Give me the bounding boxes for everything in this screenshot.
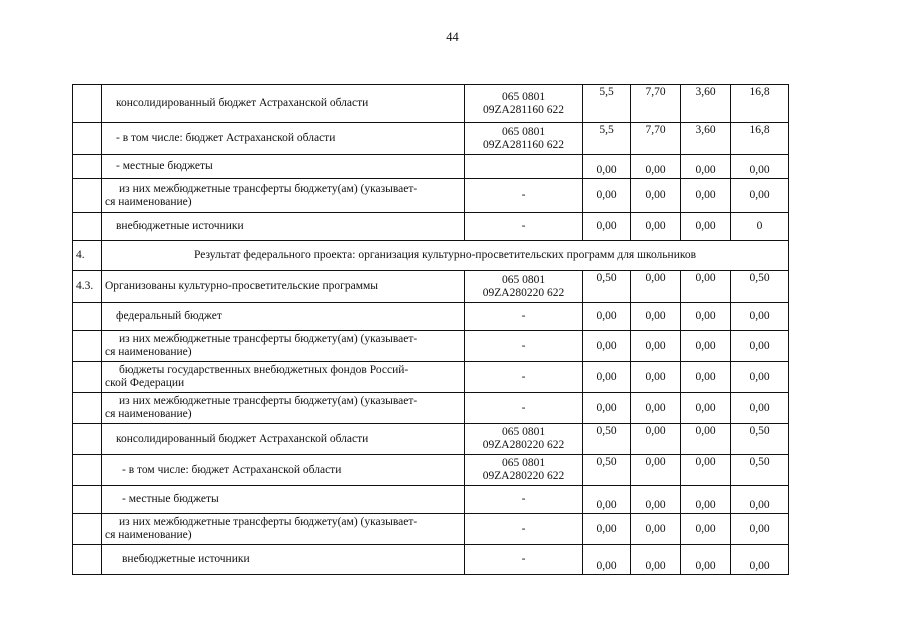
value-cell: 0,00 <box>681 179 731 213</box>
row-number <box>73 486 102 514</box>
budget-code <box>465 155 583 179</box>
item-name-line: из них межбюджетные трансферты бюджету(ам) (указывает- <box>119 516 418 528</box>
value-cell: 0,00 <box>631 486 681 514</box>
value-cell: 0,00 <box>731 545 789 575</box>
budget-code <box>465 123 583 155</box>
value-cell: 0,00 <box>631 179 681 213</box>
row-number: 4.3. <box>73 271 102 303</box>
item-name <box>102 393 465 424</box>
item-name-line: - местные бюджеты <box>116 160 213 172</box>
budget-code <box>465 179 583 213</box>
item-name-line: Организованы культурно-просветительские программы <box>105 280 379 292</box>
table-row <box>73 123 789 155</box>
row-number <box>73 514 102 545</box>
value-cell: 0,00 <box>631 271 681 303</box>
value-cell: 0,00 <box>681 213 731 241</box>
table-row <box>73 455 789 486</box>
budget-code <box>465 545 583 575</box>
budget-code-line: 065 0801 <box>501 457 546 469</box>
budget-code-line: 09ZA281160 622 <box>482 103 565 116</box>
table-row <box>73 331 789 362</box>
value-cell: 0,00 <box>731 514 789 545</box>
value-cell: 0,50 <box>583 271 631 303</box>
table-row <box>73 179 789 213</box>
row-number <box>73 123 102 155</box>
budget-code-line: 09ZA281160 622 <box>482 138 565 151</box>
value-cell: 16,8 <box>731 85 789 123</box>
value-cell: 0,00 <box>731 486 789 514</box>
item-name <box>102 271 465 303</box>
budget-code <box>465 331 583 362</box>
value-cell: 0,00 <box>731 179 789 213</box>
value-cell: 0,00 <box>583 362 631 393</box>
budget-code <box>465 455 583 486</box>
budget-code-line: 09ZA280220 622 <box>482 439 565 451</box>
item-name <box>102 514 465 545</box>
value-cell: 3,60 <box>681 123 731 155</box>
budget-code <box>465 424 583 455</box>
item-name <box>102 424 465 455</box>
value-cell: 0,00 <box>583 393 631 424</box>
value-cell: 0,00 <box>631 393 681 424</box>
row-number <box>73 85 102 123</box>
table-row <box>73 486 789 514</box>
value-cell: 0,50 <box>583 424 631 455</box>
item-name-line: из них межбюджетные трансферты бюджету(ам) (указывает- <box>119 182 418 195</box>
budget-code <box>465 393 583 424</box>
item-name <box>102 85 465 123</box>
item-name-line: ся наименование) <box>105 529 192 541</box>
value-cell: 0,00 <box>731 362 789 393</box>
value-cell: 5,5 <box>583 123 631 155</box>
item-name-line: ся наименование) <box>105 408 192 420</box>
value-cell: 0,00 <box>731 155 789 179</box>
row-number <box>73 393 102 424</box>
table-row <box>73 424 789 455</box>
budget-code <box>465 486 583 514</box>
value-cell: 0,00 <box>731 331 789 362</box>
budget-code-line: 065 0801 <box>501 90 546 103</box>
value-cell: 7,70 <box>631 85 681 123</box>
budget-code <box>465 362 583 393</box>
value-cell: 0,00 <box>681 486 731 514</box>
item-name <box>102 155 465 179</box>
value-cell: 0,00 <box>731 393 789 424</box>
value-cell: 0,00 <box>631 213 681 241</box>
value-cell: 0,00 <box>583 179 631 213</box>
value-cell: 0,50 <box>731 424 789 455</box>
budget-code-line: - <box>521 401 526 414</box>
budget-code <box>465 85 583 123</box>
item-name-line: внебюджетные источники <box>122 553 250 565</box>
value-cell: 0,00 <box>681 393 731 424</box>
budget-code-line: - <box>521 370 526 383</box>
value-cell: 0,00 <box>583 545 631 575</box>
item-name-line: федеральный бюджет <box>116 310 222 322</box>
section-title: Результат федерального проекта: организация культурно-просветительских программ для школьников <box>102 241 789 271</box>
row-number <box>73 362 102 393</box>
value-cell: 0,50 <box>731 455 789 486</box>
value-cell: 0,00 <box>681 514 731 545</box>
value-cell: 0,00 <box>681 545 731 575</box>
value-cell: 0,00 <box>631 514 681 545</box>
budget-code-line: - <box>521 339 526 352</box>
row-number <box>73 331 102 362</box>
value-cell: 7,70 <box>631 123 681 155</box>
item-name <box>102 362 465 393</box>
item-name <box>102 179 465 213</box>
value-cell: 0,00 <box>631 455 681 486</box>
value-cell: 0,00 <box>681 455 731 486</box>
row-number <box>73 455 102 486</box>
value-cell: 0,00 <box>681 303 731 331</box>
value-cell: 0,00 <box>583 213 631 241</box>
value-cell: 0,00 <box>631 303 681 331</box>
budget-code-line: 09ZA280220 622 <box>482 286 565 299</box>
value-cell: 0,00 <box>631 155 681 179</box>
value-cell: 5,5 <box>583 85 631 123</box>
table-row <box>73 85 789 123</box>
item-name-line: из них межбюджетные трансферты бюджету(ам) (указывает- <box>119 333 418 345</box>
value-cell: 0,00 <box>583 155 631 179</box>
budget-code <box>465 514 583 545</box>
value-cell: 16,8 <box>731 123 789 155</box>
item-name-line: консолидированный бюджет Астраханской области <box>116 97 369 109</box>
table-row <box>73 213 789 241</box>
item-name-line: - местные бюджеты <box>122 493 219 505</box>
value-cell: 0,00 <box>681 155 731 179</box>
item-name-line: - в том числе: бюджет Астраханской области <box>122 463 342 476</box>
table-row <box>73 393 789 424</box>
budget-code-line: 065 0801 <box>501 125 546 138</box>
value-cell: 0 <box>731 213 789 241</box>
item-name <box>102 303 465 331</box>
budget-code-line: 065 0801 <box>501 273 546 286</box>
value-cell: 0,00 <box>583 303 631 331</box>
item-name-line: ся наименование) <box>105 346 192 358</box>
budget-code-line: 09ZA280220 622 <box>482 470 565 482</box>
table-row <box>73 155 789 179</box>
item-name-line: ской Федерации <box>105 377 185 389</box>
budget-code-line: - <box>521 522 526 535</box>
value-cell: 0,00 <box>583 514 631 545</box>
item-name <box>102 123 465 155</box>
value-cell: 0,00 <box>583 331 631 362</box>
budget-code-line: - <box>521 310 526 322</box>
item-name-line: - в том числе: бюджет Астраханской области <box>116 132 336 144</box>
value-cell: 0,00 <box>631 362 681 393</box>
value-cell: 0,00 <box>583 486 631 514</box>
value-cell: 0,00 <box>631 424 681 455</box>
value-cell: 0,00 <box>681 331 731 362</box>
budget-code-line: 065 0801 <box>501 426 546 438</box>
row-number <box>73 545 102 575</box>
table-row <box>73 271 789 303</box>
budget-table-body <box>73 85 789 575</box>
row-number <box>73 303 102 331</box>
value-cell: 0,50 <box>731 271 789 303</box>
item-name-line: консолидированный бюджет Астраханской области <box>116 432 369 445</box>
item-name <box>102 455 465 486</box>
row-number <box>73 155 102 179</box>
value-cell: 0,00 <box>681 271 731 303</box>
page-number: 44 <box>446 30 459 44</box>
item-name <box>102 545 465 575</box>
budget-code <box>465 303 583 331</box>
budget-code <box>465 271 583 303</box>
table-row <box>73 514 789 545</box>
section-row <box>73 241 789 271</box>
item-name-line: из них межбюджетные трансферты бюджету(ам) (указывает- <box>119 395 418 407</box>
item-name-line: внебюджетные источники <box>116 220 244 232</box>
budget-code-line: - <box>521 553 526 565</box>
value-cell: 0,50 <box>583 455 631 486</box>
budget-code <box>465 213 583 241</box>
budget-code-line: - <box>521 493 526 505</box>
item-name <box>102 213 465 241</box>
item-name-line: бюджеты государственных внебюджетных фондов Россий- <box>119 364 409 376</box>
value-cell: 0,00 <box>681 424 731 455</box>
row-number <box>73 213 102 241</box>
item-name-line: ся наименование) <box>105 195 192 208</box>
budget-code-line: - <box>521 220 526 232</box>
row-number <box>73 424 102 455</box>
value-cell: 0,00 <box>631 331 681 362</box>
value-cell: 0,00 <box>631 545 681 575</box>
budget-table <box>72 84 789 575</box>
row-number <box>73 179 102 213</box>
value-cell: 0,00 <box>731 303 789 331</box>
table-row <box>73 362 789 393</box>
item-name <box>102 486 465 514</box>
row-number: 4. <box>73 241 102 271</box>
table-row <box>73 303 789 331</box>
budget-code-line: - <box>521 189 526 201</box>
table-row <box>73 545 789 575</box>
value-cell: 0,00 <box>681 362 731 393</box>
item-name <box>102 331 465 362</box>
value-cell: 3,60 <box>681 85 731 123</box>
